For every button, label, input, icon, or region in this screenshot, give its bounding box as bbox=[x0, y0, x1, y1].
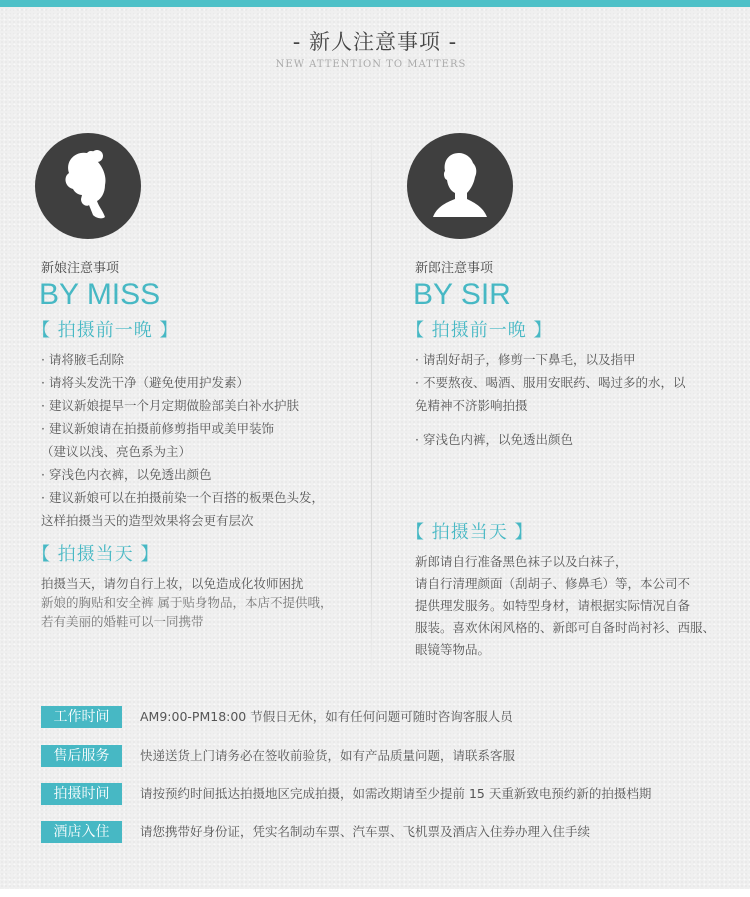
bride-line: 若有美丽的婚鞋可以一同携带 bbox=[41, 614, 204, 629]
work-hours-label: 工作时间 bbox=[41, 706, 122, 728]
groom-line: 免精神不济影响拍摄 bbox=[415, 398, 528, 413]
bride-big-title: BY MISS bbox=[39, 278, 161, 311]
groom-line: 服装。喜欢休闲风格的、新郎可自备时尚衬衫、西服、 bbox=[415, 620, 716, 635]
column-divider bbox=[371, 118, 372, 678]
woman-silhouette-icon bbox=[35, 133, 141, 239]
groom-line: 新郎请自行准备黑色袜子以及白袜子， bbox=[415, 554, 628, 569]
bride-line: · 建议新娘可以在拍摄前染一个百搭的板栗色头发， bbox=[41, 490, 324, 505]
bride-line: · 请将头发洗干净（避免使用护发素） bbox=[41, 375, 249, 390]
groom-big-title: BY SIR bbox=[413, 278, 511, 311]
bride-line: · 建议新娘提早一个月定期做脸部美白补水护肤 bbox=[41, 398, 299, 413]
groom-line: · 不要熬夜、喝酒、服用安眠药、喝过多的水，以 bbox=[415, 375, 686, 390]
page-title: - 新人注意事项 - bbox=[292, 30, 458, 54]
bride-section1-title: 【 拍摄前一晚 】 bbox=[32, 320, 179, 341]
page-subtitle: NEW ATTENTION TO MATTERS bbox=[275, 59, 467, 70]
hotel-checkin-text: 请您携带好身份证，凭实名制动车票、汽车票、飞机票及酒店入住券办理入住手续 bbox=[140, 824, 591, 839]
groom-section2-title: 【 拍摄当天 】 bbox=[406, 522, 534, 543]
bride-section2-title: 【 拍摄当天 】 bbox=[32, 544, 160, 565]
man-silhouette-icon bbox=[407, 133, 513, 239]
bride-line: · 穿浅色内衣裤，以免透出颜色 bbox=[41, 467, 212, 482]
groom-line: · 请刮好胡子，修剪一下鼻毛，以及指甲 bbox=[415, 352, 636, 367]
bride-line: （建议以浅、亮色系为主） bbox=[41, 444, 192, 459]
bride-heading: 新娘注意事项 bbox=[41, 261, 120, 276]
bride-line: · 请将腋毛刮除 bbox=[41, 352, 124, 367]
groom-line: 提供理发服务。如特型身材，请根据实际情况自备 bbox=[415, 598, 691, 613]
groom-line: 眼镜等物品。 bbox=[415, 642, 491, 657]
bride-line: 拍摄当天，请勿自行上妆，以免造成化妆师困扰 bbox=[41, 576, 304, 591]
groom-line: 请自行清理颜面（刮胡子、修鼻毛）等，本公司不 bbox=[415, 576, 691, 591]
groom-section1-title: 【 拍摄前一晚 】 bbox=[406, 320, 553, 341]
groom-line: · 穿浅色内裤，以免透出颜色 bbox=[415, 432, 573, 447]
after-sales-text: 快递送货上门请务必在签收前验货，如有产品质量问题，请联系客服 bbox=[140, 748, 516, 763]
bottom-strip bbox=[0, 889, 750, 897]
shoot-time-text: 请按预约时间抵达拍摄地区完成拍摄，如需改期请至少提前 15 天重新致电预约新的拍摄档期 bbox=[140, 786, 652, 801]
shoot-time-label: 拍摄时间 bbox=[41, 783, 122, 805]
bride-line: 这样拍摄当天的造型效果将会更有层次 bbox=[41, 513, 254, 528]
work-hours-text: AM9:00-PM18:00 节假日无休，如有任何问题可随时咨询客服人员 bbox=[140, 709, 513, 724]
hotel-checkin-label: 酒店入住 bbox=[41, 821, 122, 843]
top-accent-bar bbox=[0, 0, 750, 7]
after-sales-label: 售后服务 bbox=[41, 745, 122, 767]
bride-line: · 建议新娘请在拍摄前修剪指甲或美甲装饰 bbox=[41, 421, 274, 436]
bride-line: 新娘的胸贴和安全裤 属于贴身物品，本店不提供哦， bbox=[41, 595, 333, 610]
groom-heading: 新郎注意事项 bbox=[415, 261, 494, 276]
